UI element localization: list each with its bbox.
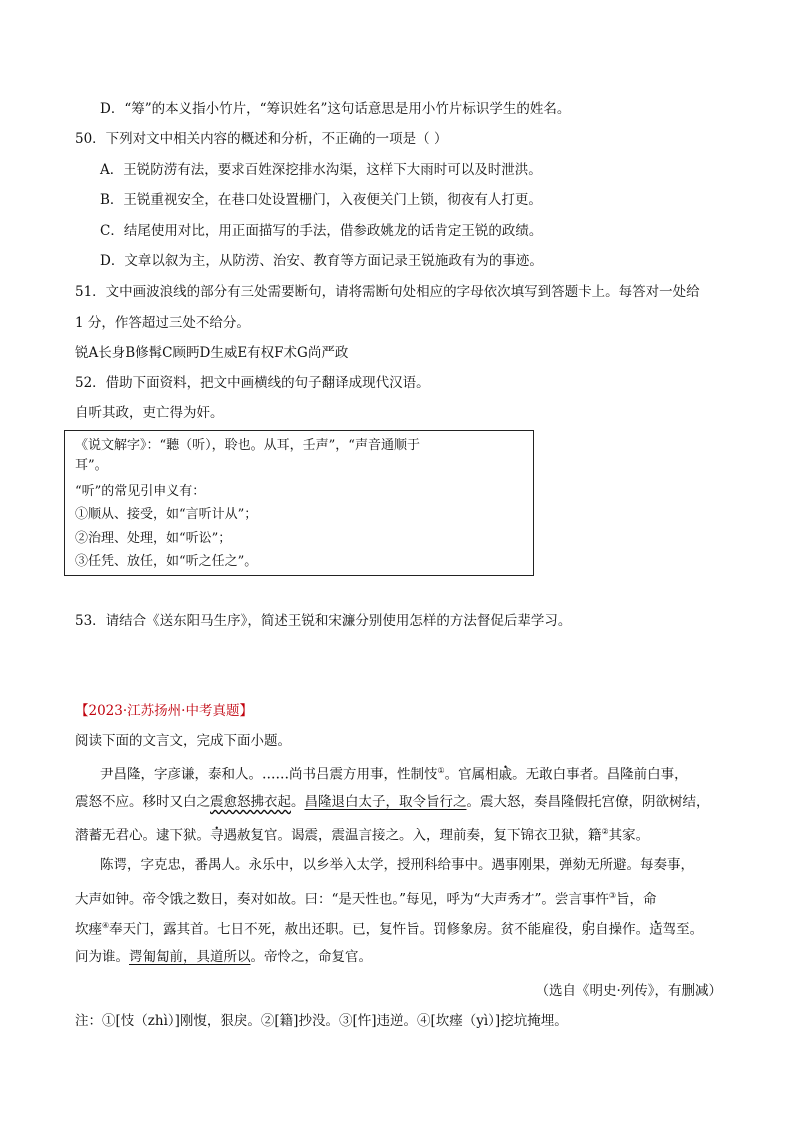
box-line: ②治理、处理，如“听讼”； (75, 531, 232, 546)
passage-notes: 注：①[忮（zhì）]刚愎，狠戾。②[籍]抄没。③[忤]违逆。④[坎瘗（yì）]挖坑掩埋。 (75, 1013, 568, 1029)
wavy-underline: 震愈怒拂衣起 (210, 794, 291, 810)
passage-line: 尹昌隆，字彦谦，泰和人。……尚书吕震方用事，性制忮①。官属相戚。无敢白事者。昌隆前白事， (100, 766, 688, 783)
q50-option-b: B．王锐重视安全，在巷口处设置栅门，入夜便关门上锁，彻夜有人打更。 (100, 192, 542, 208)
section-instruction: 阅读下面的文言文，完成下面小题。 (75, 733, 291, 749)
passage-line: 潜蓄无君心。逮下狱。寻遇赦复官。谒震，震温言接之。入，理前奏，复下锦衣卫狱，籍②其家。 (75, 827, 650, 844)
q53-stem: 53．请结合《送东阳马生序》，简述王锐和宋濂分别使用怎样的方法督促后辈学习。 (75, 613, 572, 629)
box-line: ③任凭、放任，如“听之任之”。 (75, 554, 258, 569)
box-line: “听”的常见引申义有： (75, 484, 206, 499)
box-line: 《说文解字》：“聽（听），聆也。从耳，壬声”，“声音通顺于 (75, 438, 420, 453)
q51-stem-line1: 51．文中画波浪线的部分有三处需要断句，请将需断句处相应的字母依次填写到答题卡上。每答对一处给 (75, 284, 700, 300)
section-tag: 【2023·江苏扬州·中考真题】 (75, 703, 253, 719)
q51-stem-line2: 1 分，作答超过三处不给分。 (75, 315, 250, 331)
q52-stem: 52．借助下面资料，把文中画横线的句子翻译成现代汉语。 (75, 375, 430, 391)
reference-box (64, 430, 534, 576)
box-line: ①顺从、接受，如“言听计从”； (75, 507, 258, 522)
passage-source: （选自《明史·列传》，有删减） (535, 983, 722, 999)
q51-text: 锐A长身B修髯C顾眄D生威E有权F术G尚严政 (75, 345, 349, 361)
passage-line: 问为谁。谔匍匐前，具道所以。帝怜之，命复官。 (75, 949, 372, 965)
straight-underline: 昌隆退白太子，取令旨行之 (304, 794, 467, 810)
box-line: 耳”。 (75, 458, 108, 473)
q52-sentence: 自听其政，吏亡得为奸。 (75, 405, 224, 421)
passage-line: 大声如钟。帝令饿之数日，奏对如故。曰：“是天性也。”每见，呼为“大声秀才”。尝言事忤③旨，命 (75, 891, 657, 908)
q50-option-c: C．结尾使用对比，用正面描写的手法，借参政姚龙的话肯定王锐的政绩。 (100, 223, 543, 239)
passage-line: 坎瘗④奉天门，露其首。七日不死，赦出还职。已，复忤旨。罚修象房。贫不能雇役，躬自操作。适驾至。 (75, 921, 704, 938)
q50-option-d: D．文章以叙为主，从防涝、治安、教育等方面记录王锐施政有为的事迹。 (100, 253, 543, 269)
straight-underline: 谔匍匐前，具道所以 (129, 949, 251, 965)
passage-line: 震怒不应。移时又白之震愈怒拂衣起。昌隆退白太子，取令旨行之。震大怒，奏昌隆假托宫僚，阴欲树结， (75, 794, 710, 810)
q50-stem: 50．下列对文中相关内容的概述和分析，不正确的一项是（ ） (75, 131, 448, 147)
q50-option-a: A．王锐防涝有法，要求百姓深挖排水沟渠，这样下大雨时可以及时泄洪。 (100, 162, 542, 178)
q49-option-d: D．“筹”的本义指小竹片，“筹识姓名”这句话意思是用小竹片标识学生的姓名。 (100, 101, 571, 117)
passage-line: 陈谔，字克忠，番禺人。永乐中，以乡举入太学，授刑科给事中。遇事刚果，弹劾无所避。每奏事， (100, 857, 694, 873)
